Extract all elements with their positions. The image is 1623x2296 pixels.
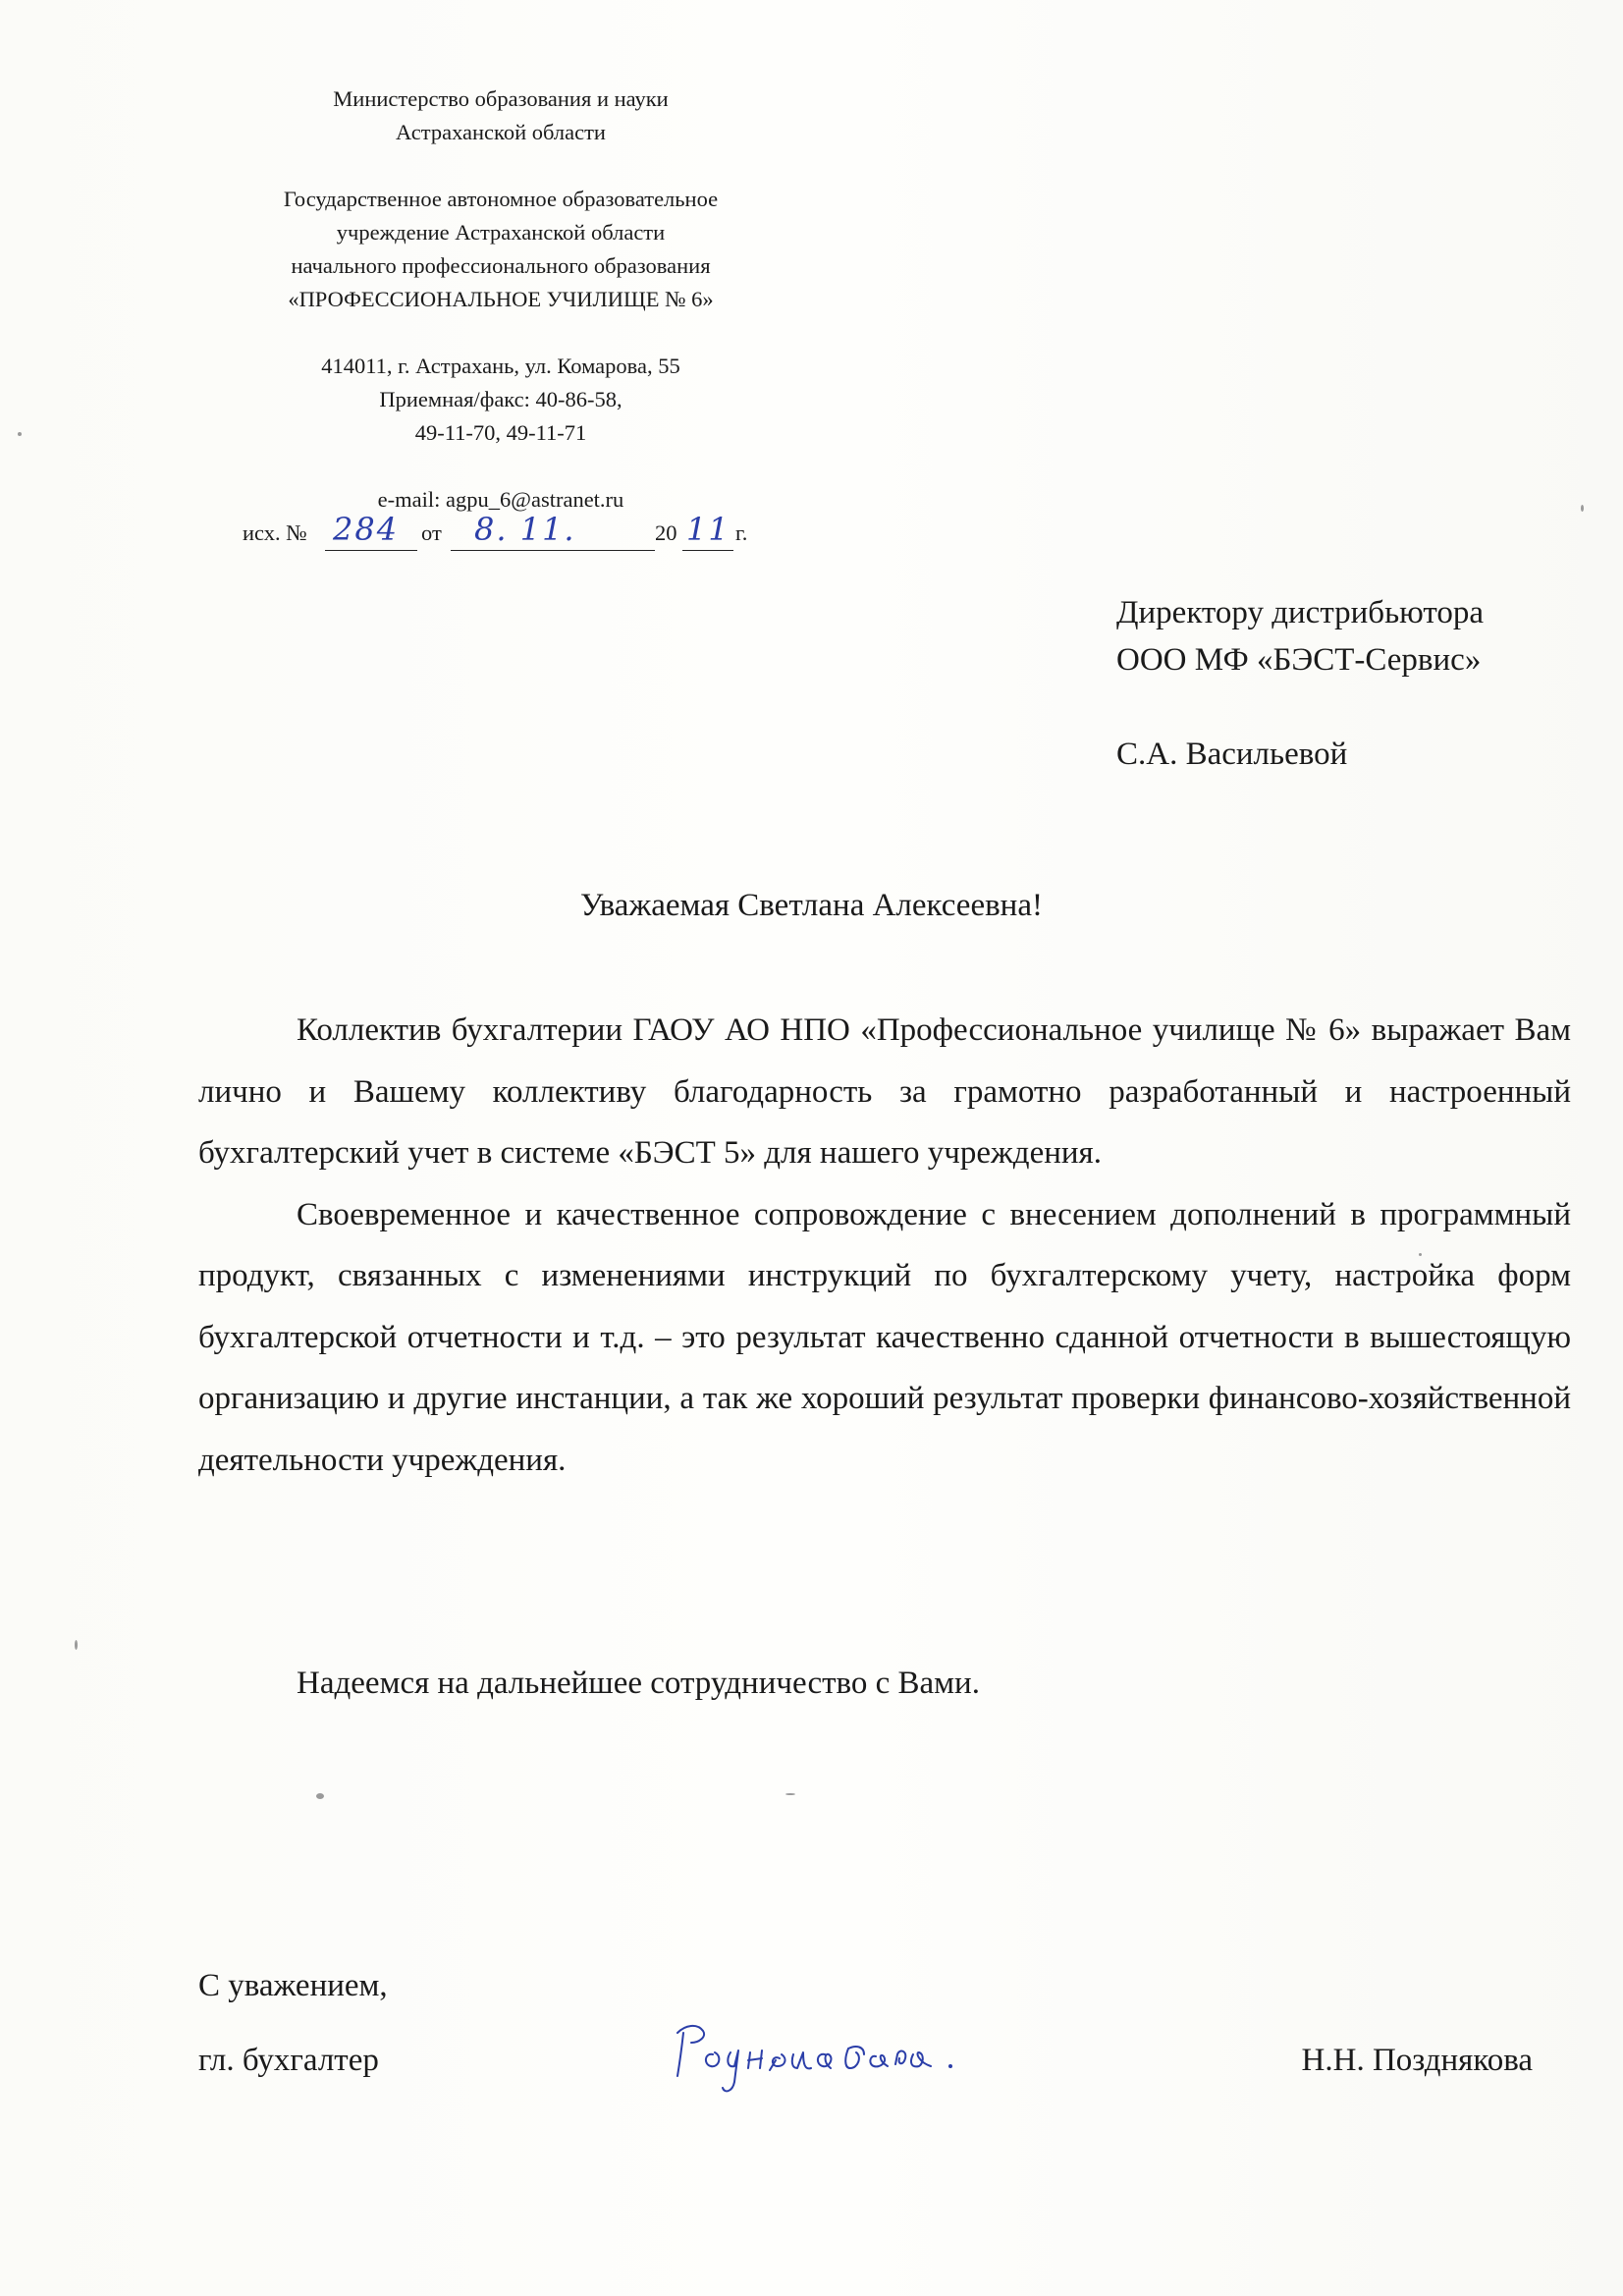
- body-paragraph-2: Своевременное и качественное сопровождение с внесением дополнений в программный продукт, связанных с изменениями инструкций по бухгалтерскому учету, настройка форм бухгалтерской отчетности и т.д. – это результат качественно сданной отчетности в вышестоящую организацию и другие инстанции, а так же хороший результат проверки финансово-хозяйственной деятельности учреждения.: [198, 1196, 1571, 1478]
- handwritten-signature: [656, 2003, 1009, 2102]
- letterhead: [196, 82, 805, 517]
- paper-speck: [1419, 1253, 1422, 1256]
- phone-line-2: 49-11-70, 49-11-71: [414, 420, 587, 445]
- outgoing-number-value: 284: [333, 511, 400, 548]
- organization-line-2: учреждение Астраханской области: [336, 220, 666, 245]
- outgoing-year-suffix: г.: [735, 520, 748, 545]
- signer-position: гл. бухгалтер: [198, 2043, 379, 2078]
- outgoing-date-label: от: [421, 520, 442, 545]
- closing-paragraph: Надеемся на дальнейшее сотрудничество с Вами.: [297, 1666, 980, 1701]
- addressee-block: [1116, 589, 1484, 778]
- paper-speck: [316, 1793, 324, 1799]
- postal-address: 414011, г. Астрахань, ул. Комарова, 55: [321, 354, 680, 378]
- salutation: Уважаемая Светлана Алексеевна!: [580, 888, 1043, 923]
- number-underline: [325, 550, 417, 551]
- body-paragraph-1: Коллектив бухгалтерии ГАОУ АО НПО «Профессиональное училище № 6» выражает Вам лично и Вашему коллективу благодарность за грамотно разработанный и настроенный бухгалтерский учет в системе «БЭСТ 5» для нашего учреждения.: [198, 1012, 1571, 1171]
- organization-line-4: «ПРОФЕССИОНАЛЬНОЕ УЧИЛИЩЕ № 6»: [288, 287, 714, 311]
- paper-speck: [1581, 505, 1584, 512]
- organization-line-1: Государственное автономное образовательное: [283, 187, 719, 211]
- addressee-name: С.А. Васильевой: [1116, 737, 1348, 772]
- outgoing-reference: [243, 511, 773, 554]
- paper-speck: [75, 1640, 78, 1650]
- ministry-line-1: Министерство образования и науки: [333, 86, 669, 111]
- addressee-line-1: Директору дистрибьютора: [1116, 595, 1484, 630]
- year-underline: [682, 550, 733, 551]
- paper-speck: [18, 432, 22, 436]
- ministry-line-2: Астраханской области: [396, 120, 606, 144]
- paper-speck: [785, 1793, 795, 1795]
- signer-name: Н.Н. Позднякова: [1301, 2043, 1533, 2078]
- addressee-line-2: ООО МФ «БЭСТ-Сервис»: [1116, 642, 1482, 678]
- outgoing-year-value: 11: [686, 511, 730, 548]
- date-underline: [451, 550, 655, 551]
- letter-body: [198, 1000, 1571, 1491]
- email-address: e-mail: agpu_6@astranet.ru: [377, 487, 624, 512]
- outgoing-number-label: исх. №: [243, 520, 307, 545]
- phone-line-1: Приемная/факс: 40-86-58,: [379, 387, 622, 411]
- regards-line: С уважением,: [198, 1968, 388, 2003]
- organization-line-3: начального профессионального образования: [291, 253, 711, 278]
- outgoing-date-value: 8. 11.: [474, 511, 576, 548]
- outgoing-year-prefix: 20: [655, 520, 677, 545]
